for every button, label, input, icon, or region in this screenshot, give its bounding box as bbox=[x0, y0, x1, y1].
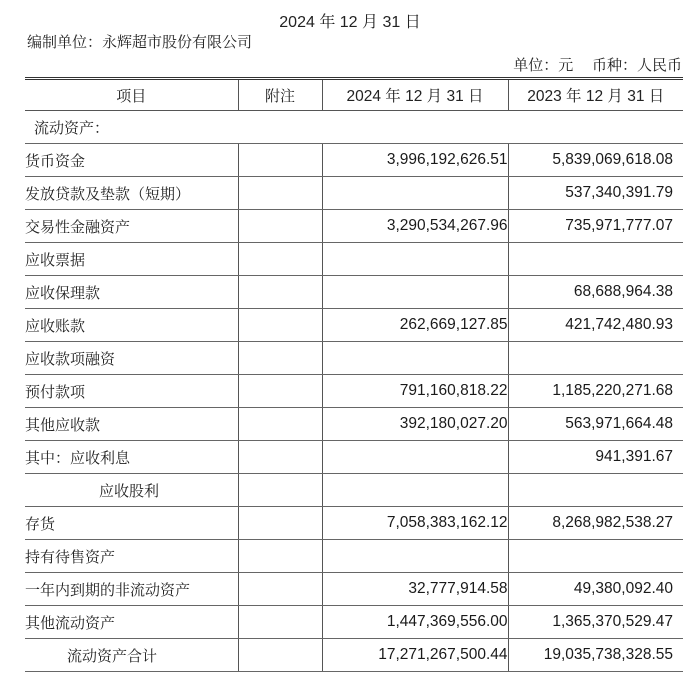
row-note bbox=[238, 408, 322, 441]
row-item: 发放贷款及垫款（短期） bbox=[25, 177, 238, 210]
row-note bbox=[238, 441, 322, 474]
row-item: 一年内到期的非流动资产 bbox=[25, 573, 238, 606]
unit-currency-line bbox=[513, 54, 682, 75]
row-previous: 941,391.67 bbox=[508, 441, 683, 474]
row-previous: 5,839,069,618.08 bbox=[508, 144, 683, 177]
row-item: 货币资金 bbox=[25, 144, 238, 177]
section-label-current-assets: 流动资产： bbox=[25, 111, 683, 144]
row-current bbox=[322, 474, 508, 507]
row-current: 3,996,192,626.51 bbox=[322, 144, 508, 177]
row-note bbox=[238, 276, 322, 309]
table-row bbox=[25, 375, 683, 408]
row-current bbox=[322, 540, 508, 573]
row-item: 应收保理款 bbox=[25, 276, 238, 309]
row-note bbox=[238, 144, 322, 177]
row-previous: 537,340,391.79 bbox=[508, 177, 683, 210]
column-header-note: 附注 bbox=[238, 79, 322, 111]
table-row bbox=[25, 210, 683, 243]
row-item: 应收票据 bbox=[25, 243, 238, 276]
row-current bbox=[322, 441, 508, 474]
row-current bbox=[322, 177, 508, 210]
row-previous: 735,971,777.07 bbox=[508, 210, 683, 243]
row-current: 32,777,914.58 bbox=[322, 573, 508, 606]
column-header-current: 2024 年 12 月 31 日 bbox=[322, 79, 508, 111]
table-row bbox=[25, 408, 683, 441]
row-note bbox=[238, 507, 322, 540]
row-note bbox=[238, 639, 322, 672]
row-current: 791,160,818.22 bbox=[322, 375, 508, 408]
row-current: 7,058,383,162.12 bbox=[322, 507, 508, 540]
row-current bbox=[322, 342, 508, 375]
table-row bbox=[25, 441, 683, 474]
row-previous bbox=[508, 474, 683, 507]
table-row bbox=[25, 540, 683, 573]
row-note bbox=[238, 606, 322, 639]
row-item: 应收账款 bbox=[25, 309, 238, 342]
report-date: 2024 年 12 月 31 日 bbox=[279, 14, 421, 31]
row-item: 应收股利 bbox=[25, 474, 238, 507]
row-item: 其他流动资产 bbox=[25, 606, 238, 639]
column-header-item: 项目 bbox=[25, 79, 238, 111]
row-item: 其中：应收利息 bbox=[25, 441, 238, 474]
row-note bbox=[238, 375, 322, 408]
row-item: 其他应收款 bbox=[25, 408, 238, 441]
row-note bbox=[238, 309, 322, 342]
row-previous: 421,742,480.93 bbox=[508, 309, 683, 342]
row-item: 持有待售资产 bbox=[25, 540, 238, 573]
row-previous: 8,268,982,538.27 bbox=[508, 507, 683, 540]
row-previous bbox=[508, 540, 683, 573]
table-row bbox=[25, 606, 683, 639]
row-current: 3,290,534,267.96 bbox=[322, 210, 508, 243]
column-header-previous: 2023 年 12 月 31 日 bbox=[508, 79, 683, 111]
compiling-entity: 编制单位：永辉超市股份有限公司 bbox=[27, 33, 253, 51]
row-current: 392,180,027.20 bbox=[322, 408, 508, 441]
table-row bbox=[25, 144, 683, 177]
row-note bbox=[238, 177, 322, 210]
table-row bbox=[25, 243, 683, 276]
table-row bbox=[25, 309, 683, 342]
row-previous bbox=[508, 243, 683, 276]
row-previous: 49,380,092.40 bbox=[508, 573, 683, 606]
row-item: 预付款项 bbox=[25, 375, 238, 408]
table-row bbox=[25, 573, 683, 606]
row-item: 存货 bbox=[25, 507, 238, 540]
table-row bbox=[25, 507, 683, 540]
balance-sheet-table bbox=[25, 77, 683, 672]
row-current: 1,447,369,556.00 bbox=[322, 606, 508, 639]
unit-label: 单位：元 bbox=[513, 56, 574, 74]
row-previous: 563,971,664.48 bbox=[508, 408, 683, 441]
row-note bbox=[238, 210, 322, 243]
table-row bbox=[25, 342, 683, 375]
row-note bbox=[238, 474, 322, 507]
row-current: 262,669,127.85 bbox=[322, 309, 508, 342]
row-current bbox=[322, 243, 508, 276]
table-header-row bbox=[25, 79, 683, 111]
row-previous: 68,688,964.38 bbox=[508, 276, 683, 309]
total-row bbox=[25, 639, 683, 672]
row-previous-total: 19,035,738,328.55 bbox=[508, 639, 683, 672]
row-note bbox=[238, 342, 322, 375]
row-current bbox=[322, 276, 508, 309]
row-item-total: 流动资产合计 bbox=[25, 639, 238, 672]
row-item: 交易性金融资产 bbox=[25, 210, 238, 243]
row-note bbox=[238, 573, 322, 606]
row-note bbox=[238, 540, 322, 573]
row-previous bbox=[508, 342, 683, 375]
section-row bbox=[25, 111, 683, 144]
table-row bbox=[25, 276, 683, 309]
row-item: 应收款项融资 bbox=[25, 342, 238, 375]
row-previous: 1,365,370,529.47 bbox=[508, 606, 683, 639]
table-row bbox=[25, 474, 683, 507]
row-note bbox=[238, 243, 322, 276]
row-previous: 1,185,220,271.68 bbox=[508, 375, 683, 408]
table-row bbox=[25, 177, 683, 210]
row-current-total: 17,271,267,500.44 bbox=[322, 639, 508, 672]
currency-label: 币种：人民币 bbox=[591, 56, 682, 74]
